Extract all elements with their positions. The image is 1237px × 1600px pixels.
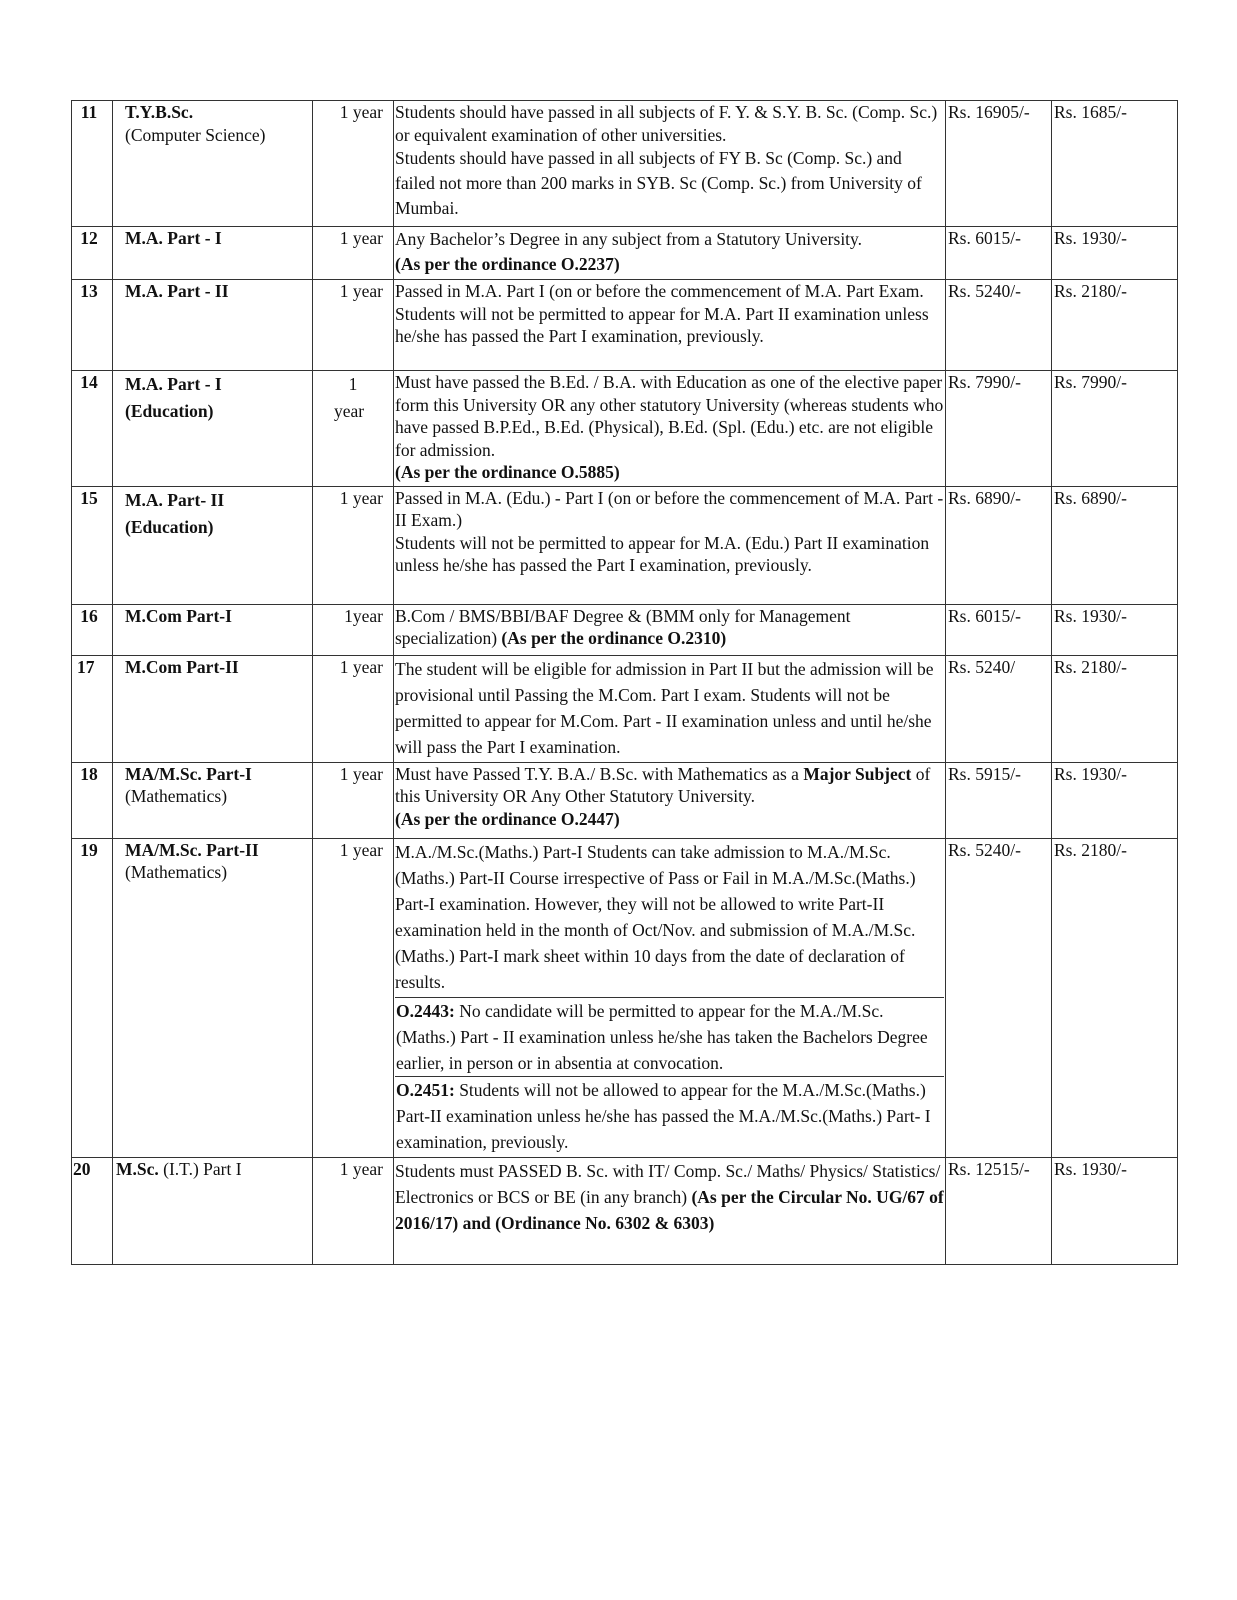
serial-number: 13 <box>72 280 113 371</box>
fee-amount: Rs. 2180/- <box>1052 280 1178 371</box>
course-name <box>113 371 313 487</box>
eligibility <box>394 838 946 1157</box>
table-row <box>72 1157 1178 1264</box>
table-row <box>72 655 1178 762</box>
table-row <box>72 280 1178 371</box>
serial-number: 14 <box>72 371 113 487</box>
fee-amount: Rs. 1930/- <box>1052 1157 1178 1264</box>
duration: 1 year <box>313 655 394 762</box>
duration: 1 year <box>313 838 394 1157</box>
table-row <box>72 227 1178 280</box>
fee-amount: Rs. 7990/- <box>1052 371 1178 487</box>
duration-number: 1 <box>348 374 358 394</box>
eligibility-main: Students must PASSED B. Sc. with IT/ Comp. Sc./ Maths/ Physics/ Statistics/ Electronics or BCS or BE (in any branch) <box>395 1160 941 1207</box>
table-row <box>72 371 1178 487</box>
duration: 1 year <box>313 280 394 371</box>
course-title: M.A. Part- II <box>125 489 225 510</box>
course-name <box>113 1157 313 1264</box>
fee-amount: Rs. 2180/- <box>1052 838 1178 1157</box>
course-name <box>113 227 313 280</box>
course-name <box>113 838 313 1157</box>
eligibility-text <box>395 605 944 650</box>
fee-amount: Rs. 5240/- <box>946 280 1052 371</box>
course-name <box>113 655 313 762</box>
fee-amount: Rs. 1685/- <box>1052 101 1178 227</box>
eligibility <box>394 486 946 604</box>
fee-eligibility-table <box>71 100 1178 1265</box>
serial-number: 15 <box>72 486 113 604</box>
course-title: MA/M.Sc. Part-I <box>125 763 252 784</box>
course-name <box>113 762 313 838</box>
eligibility-rest: of this University OR Any Other Statutory University. <box>395 763 931 806</box>
course-subtitle: (Education) <box>125 401 214 421</box>
eligibility-main: B.Com / BMS/BBI/BAF Degree & (BMM only for Management specialization) <box>395 605 851 648</box>
eligibility-text: M.A./M.Sc.(Maths.) Part-I Students can take admission to M.A./M.Sc.(Maths.) Part-II Course irrespective of Pass or Fail in M.A./M.Sc.(Maths.) Part-I examination. However, they will not be allowed to write Part-II examination held in the month of Oct/Nov. and submission of M.A./M.Sc.(Maths.) Part-I mark sheet within 10 days from the date of declaration of results. <box>395 841 916 992</box>
course-title-main: M.Sc. <box>116 1158 159 1179</box>
eligibility-text: Students will not be permitted to appear for M.A. (Edu.) Part II examination unless he/she has passed the Part I examination, previously. <box>395 532 930 575</box>
duration: 1 year <box>313 762 394 838</box>
course-subtitle: (Mathematics) <box>125 786 228 806</box>
table-row <box>72 101 1178 227</box>
eligibility <box>394 280 946 371</box>
eligibility-text: Must have passed the B.Ed. / B.A. with Education as one of the elective paper form this University OR any other statutory University (whereas students who have passed B.P.Ed., B.Ed. (Physical), B.Ed. (Spl. (Edu.) etc. are not eligible for admission. <box>395 372 944 460</box>
serial-number: 17 <box>72 655 113 762</box>
duration: 1 year <box>313 1157 394 1264</box>
ordinance-reference: (As per the ordinance O.2237) <box>395 254 620 274</box>
course-subtitle: (Education) <box>125 516 214 537</box>
rule-text: Students will not be allowed to appear for the M.A./M.Sc.(Maths.) Part-II examination unless he/she has passed the M.A./M.Sc.(Maths.) Part- I examination, previously. <box>396 1079 931 1152</box>
course-title: M.A. Part - I <box>125 228 222 248</box>
eligibility-emphasis: Major Subject <box>803 763 912 784</box>
eligibility <box>394 762 946 838</box>
rule-label: O.2451: <box>396 1079 455 1100</box>
eligibility <box>394 227 946 280</box>
fee-amount: Rs. 6890/- <box>946 486 1052 604</box>
course-title-rest: (I.T.) Part I <box>163 1158 242 1179</box>
fee-amount: Rs. 1930/- <box>1052 604 1178 655</box>
ordinance-reference: (As per the Circular No. UG/67 of 2016/17) and (Ordinance No. 6302 & 6303) <box>395 1186 944 1233</box>
course-title <box>116 1159 242 1179</box>
rule-text: No candidate will be permitted to appear for the M.A./M.Sc.(Maths.) Part - II examination unless he/she has taken the Bachelors Degree earlier, in person or in absentia at convocation. <box>396 1000 928 1073</box>
eligibility <box>394 655 946 762</box>
eligibility <box>394 604 946 655</box>
eligibility <box>394 101 946 227</box>
eligibility-text: Any Bachelor’s Degree in any subject from a Statutory University. <box>395 229 863 249</box>
course-name <box>113 101 313 227</box>
fee-amount: Rs. 6890/- <box>1052 486 1178 604</box>
duration <box>313 371 394 487</box>
course-subtitle: (Computer Science) <box>125 124 266 145</box>
ordinance-reference: (As per the ordinance O.2447) <box>395 808 620 829</box>
serial-number: 19 <box>72 838 113 1157</box>
eligibility <box>394 371 946 487</box>
table-row <box>72 838 1178 1157</box>
course-title: M.A. Part - I <box>125 374 222 394</box>
course-title: T.Y.B.Sc. <box>125 102 194 122</box>
fee-amount: Rs. 16905/- <box>946 101 1052 227</box>
fee-amount: Rs. 5240/ <box>946 655 1052 762</box>
eligibility-text: Students should have passed in all subjects of F. Y. & S.Y. B. Sc. (Comp. Sc.) or equivalent examination of other universities. <box>395 102 938 145</box>
course-name <box>113 280 313 371</box>
serial-number: 16 <box>72 604 113 655</box>
serial-number: 12 <box>72 227 113 280</box>
duration: 1 year <box>313 101 394 227</box>
fee-amount: Rs. 1930/- <box>1052 227 1178 280</box>
table-row <box>72 486 1178 604</box>
eligibility-text: Passed in M.A. (Edu.) - Part I (on or before the commencement of M.A. Part - II Exam.) <box>395 487 944 530</box>
table-row <box>72 604 1178 655</box>
duration: 1 year <box>313 227 394 280</box>
fee-amount: Rs. 7990/- <box>946 371 1052 487</box>
eligibility-text: The student will be eligible for admission in Part II but the admission will be provisional until Passing the M.Com. Part I exam. Students will not be permitted to appear for M.Com. Part - II examination unless and until he/she will pass the Part I examination. <box>395 658 934 757</box>
ordinance-rule <box>395 997 944 1076</box>
fee-amount: Rs. 6015/- <box>946 227 1052 280</box>
fee-amount: Rs. 5240/- <box>946 838 1052 1157</box>
eligibility <box>394 1157 946 1264</box>
eligibility-text <box>395 1158 944 1236</box>
serial-number: 20 <box>72 1157 113 1264</box>
ordinance-reference: (As per the ordinance O.2310) <box>501 628 727 648</box>
course-title: M.Com Part-I <box>125 605 232 626</box>
ordinance-rule <box>395 1076 944 1155</box>
table-row <box>72 762 1178 838</box>
duration-unit: year <box>333 401 365 421</box>
ordinance-reference: (As per the ordinance O.5885) <box>395 462 620 482</box>
fee-amount: Rs. 6015/- <box>946 604 1052 655</box>
serial-number: 11 <box>72 101 113 227</box>
duration: 1year <box>313 604 394 655</box>
eligibility-text: Passed in M.A. Part I (on or before the commencement of M.A. Part Exam. Students will not be permitted to appear for M.A. Part II examination unless he/she has passed the Part I examination, previously. <box>395 281 929 346</box>
serial-number: 18 <box>72 762 113 838</box>
course-title: M.A. Part - II <box>125 281 229 301</box>
course-name <box>113 486 313 604</box>
course-title: M.Com Part-II <box>125 656 239 677</box>
rule-label: O.2443: <box>396 1000 455 1021</box>
fee-amount: Rs. 1930/- <box>1052 762 1178 838</box>
fee-amount: Rs. 5915/- <box>946 762 1052 838</box>
eligibility-text: Students should have passed in all subjects of FY B. Sc (Comp. Sc.) and failed not more than 200 marks in SYB. Sc (Comp. Sc.) from University of Mumbai. <box>395 148 922 218</box>
course-title: MA/M.Sc. Part-II <box>125 839 259 860</box>
fee-amount: Rs. 2180/- <box>1052 655 1178 762</box>
duration: 1 year <box>313 486 394 604</box>
eligibility-main: Must have Passed T.Y. B.A./ B.Sc. with Mathematics as a <box>395 763 799 784</box>
course-subtitle: (Mathematics) <box>125 862 228 882</box>
eligibility-text <box>395 763 944 808</box>
course-name <box>113 604 313 655</box>
fee-amount: Rs. 12515/- <box>946 1157 1052 1264</box>
